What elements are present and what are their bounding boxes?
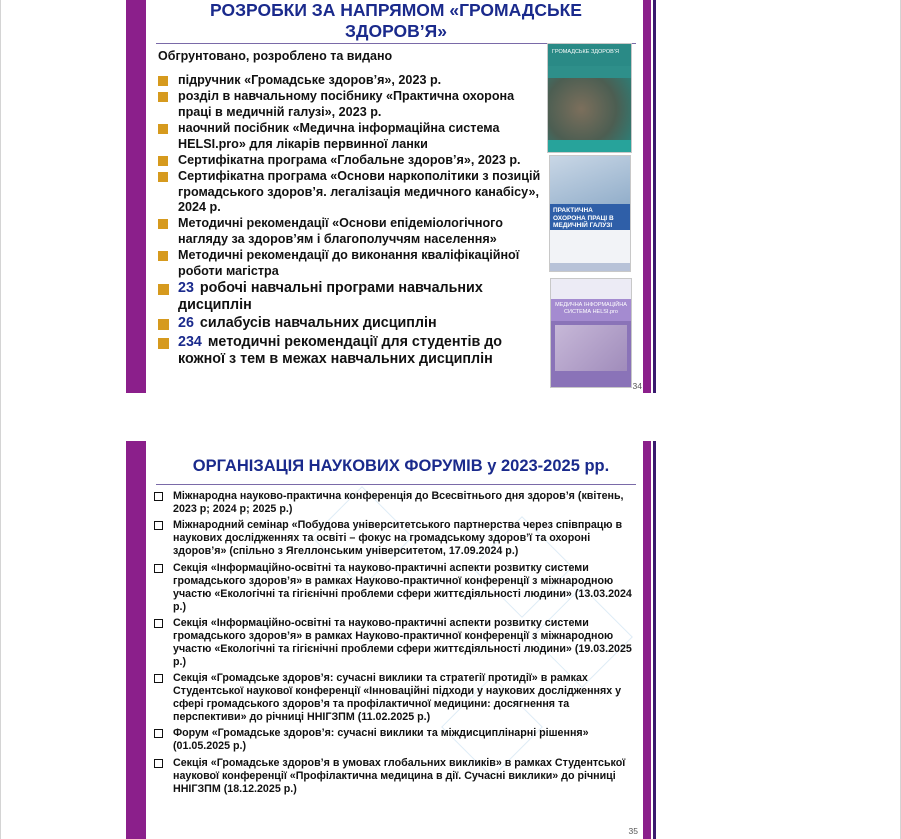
list-item: Секція «Інформаційно-освітні та науково-практичні аспекти розвитку системи громадського здоров’я» в рамках Науково-практичної конференції з міжнародною участю «Екологічні та гігієнічні проблеми сфери життєдіяльності людини» (13.03.2024 р.)	[154, 562, 634, 614]
page-number: 35	[628, 826, 638, 836]
list-item: Секція «Громадське здоров’я в умовах глобальних викликів» в рамках Студентської наукової конференції «Профілактична медицина в дії. Сучасні виклики» до річниці ННІГЗПМ (18.12.2025 р.)	[154, 757, 634, 796]
bullet-square-icon	[158, 319, 169, 330]
textbook-cover-image: ГРОМАДСЬКЕ ЗДОРОВ’Я	[547, 43, 632, 153]
bullet-square-icon	[158, 219, 168, 229]
list-item: Форум «Громадське здоров’я: сучасні виклики та міждисциплінарні рішення» (01.05.2025 р.)	[154, 727, 634, 753]
list-item: наочний посібник «Медична інформаційна система HELSI.pro» для лікарів первинної ланки	[158, 121, 548, 152]
helsi-cover-image: МЕДИЧНА ІНФОРМАЦІЙНА СИСТЕМА HELSI.pro	[550, 278, 632, 388]
list-item: Методичні рекомендації «Основи епідеміологічного нагляду за здоров’ям і благополуччям населення»	[158, 216, 548, 247]
list-item: розділ в навчальному посібнику «Практична охорона праці в медичній галузі», 2023 р.	[158, 89, 548, 120]
checkbox-bullet-icon	[154, 674, 163, 683]
list-item: Секція «Громадське здоров’я: сучасні виклики та стратегії протидії» в рамках Студентської наукової конференції «Інноваційні підходи у наукових дослідженнях у сфері громадського здоров’я та профілактичної медицини: досягнення та перспективи» до річниці ННІГЗПМ (11.02.2025 р.)	[154, 672, 634, 724]
page-number: 34	[632, 381, 642, 391]
checkbox-bullet-icon	[154, 564, 163, 573]
bullet-square-icon	[158, 284, 169, 295]
slide-title: ОРГАНІЗАЦІЯ НАУКОВИХ ФОРУМІВ у 2023-2025 рр.	[192, 457, 610, 475]
slide-left-bar	[126, 441, 146, 839]
count-item: 234 методичні рекомендації для студентів до кожної з тем в межах навчальних дисциплін	[158, 334, 548, 369]
checkbox-bullet-icon	[154, 729, 163, 738]
slide-title: РОЗРОБКИ ЗА НАПРЯМОМ «ГРОМАДСЬКЕ ЗДОРОВ’Я»	[210, 0, 582, 41]
list-item: Методичні рекомендації до виконання кваліфікаційної роботи магістра	[158, 248, 548, 279]
bullet-square-icon	[158, 156, 168, 166]
bullet-square-icon	[158, 76, 168, 86]
list-item: Міжнародна науково-практична конференція до Всесвітнього дня здоров’я (квітень, 2023 р; 2024 р; 2025 р.)	[154, 490, 634, 516]
count-item: 23 робочі навчальні програми навчальних дисциплін	[158, 280, 548, 315]
slide-right-bar-thin	[653, 0, 656, 393]
list-item: Секція «Інформаційно-освітні та науково-практичні аспекти розвитку системи громадського здоров’я» в рамках Науково-практичної конференції з міжнародною участю «Екологічні та гігієнічні проблеми сфери життєдіяльності людини» (19.03.2025 р.)	[154, 617, 634, 669]
manual-cover-image: ПРАКТИЧНА ОХОРОНА ПРАЦІ В МЕДИЧНІЙ ГАЛУЗІ	[549, 155, 631, 272]
bullet-square-icon	[158, 124, 168, 134]
bullet-square-icon	[158, 92, 168, 102]
list-item: Міжнародний семінар «Побудова університетського партнерства через співпрацю в наукових дослідженнях та освіті – фокус на громадському здоров’ї та охороні здоров’я» (спільно з Ягеллонським університетом, 17.09.2024 р.)	[154, 519, 634, 558]
developments-list	[158, 73, 548, 369]
bullet-square-icon	[158, 338, 169, 349]
slide-right-bar	[643, 0, 651, 393]
slide-right-bar	[643, 441, 651, 839]
slide-35	[126, 441, 656, 839]
slide-34	[126, 0, 656, 393]
checkbox-bullet-icon	[154, 759, 163, 768]
count-item: 26 силабусів навчальних дисциплін	[158, 315, 548, 332]
bullet-square-icon	[158, 251, 168, 261]
forums-list	[154, 490, 634, 799]
intro-text: Обгрунтовано, розроблено та видано	[158, 49, 393, 63]
slide-right-bar-thin	[653, 441, 656, 839]
list-item: підручник «Громадське здоров’я», 2023 р.	[158, 73, 548, 89]
viewer-left-edge	[0, 0, 1, 839]
checkbox-bullet-icon	[154, 619, 163, 628]
title-rule	[156, 484, 636, 485]
bullet-square-icon	[158, 172, 168, 182]
list-item: Сертифікатна програма «Глобальне здоров’я», 2023 р.	[158, 153, 548, 169]
slide-left-bar	[126, 0, 146, 393]
list-item: Сертифікатна програма «Основи наркополітики з позицій громадського здоров’я. легалізація медичного канабісу», 2024 р.	[158, 169, 548, 216]
checkbox-bullet-icon	[154, 521, 163, 530]
checkbox-bullet-icon	[154, 492, 163, 501]
